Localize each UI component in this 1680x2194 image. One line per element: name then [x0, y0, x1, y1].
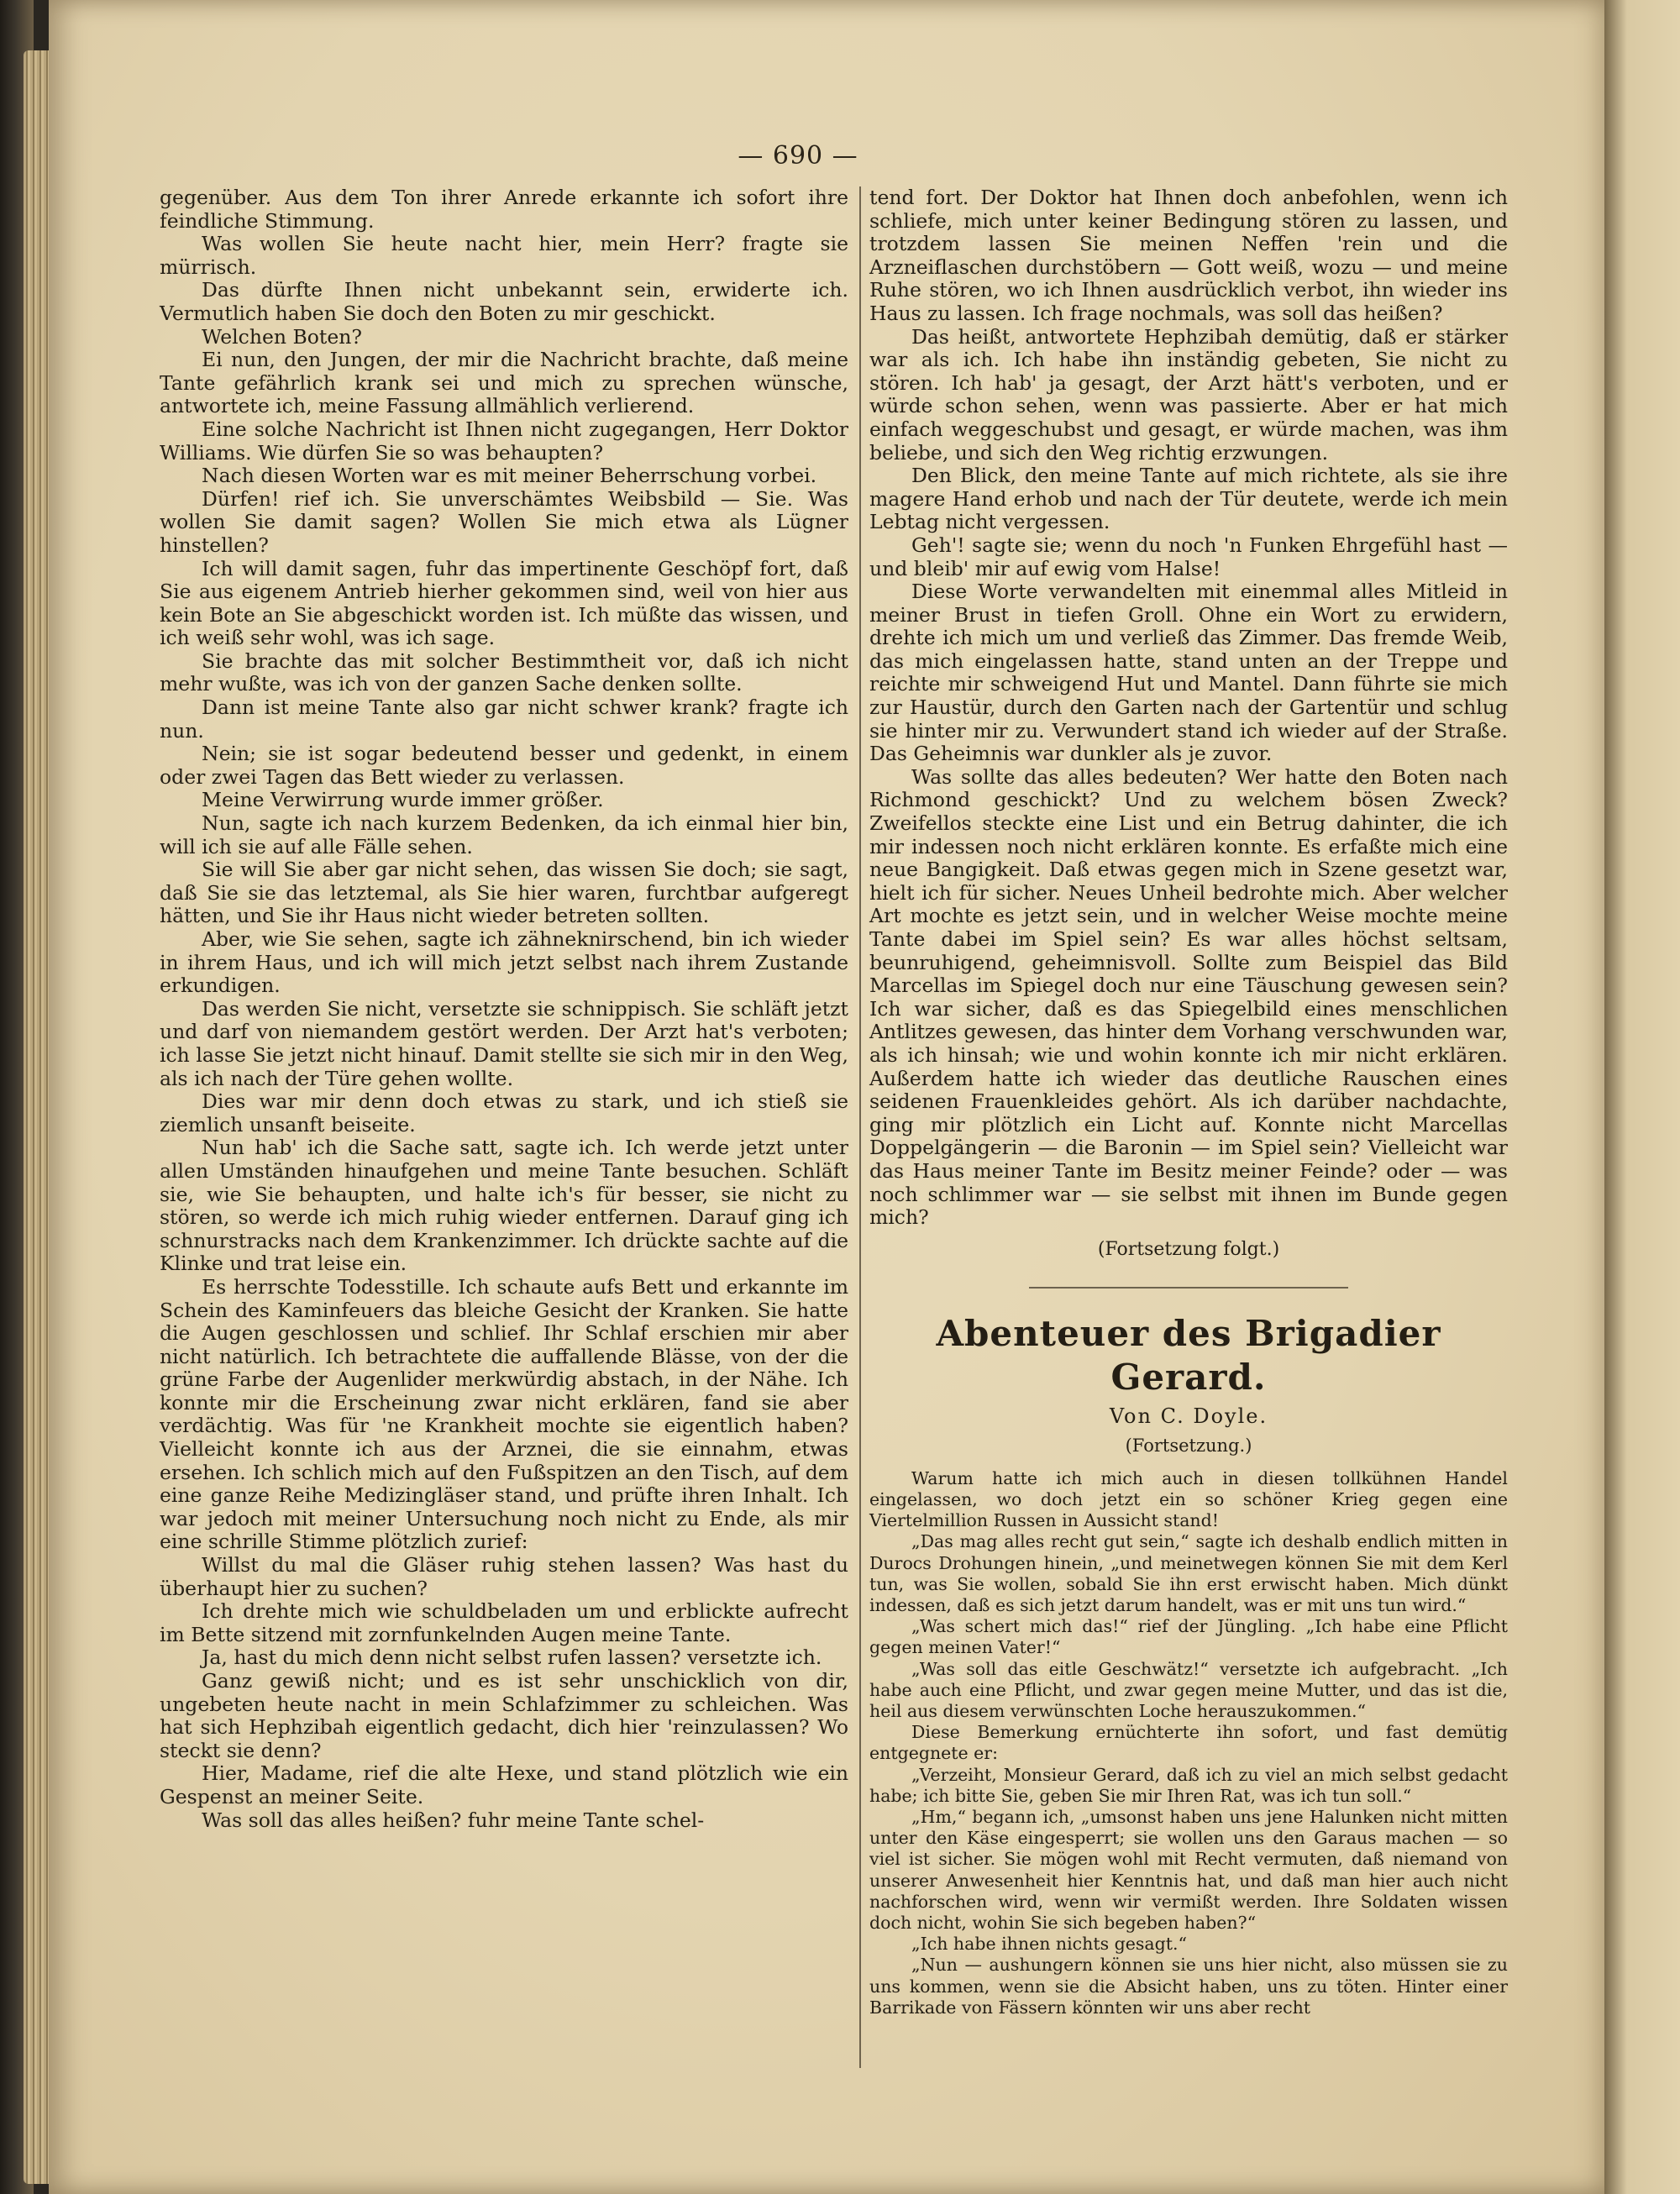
- paragraph: Was soll das alles heißen? fuhr meine Tante schel-: [202, 1808, 705, 1832]
- paragraph: Geh'! sagte sie; wenn du noch 'n Funken Ehrgefühl hast — und bleib' mir auf ewig vom Halse!: [869, 533, 1508, 580]
- paragraph: Ja, hast du mich denn nicht selbst rufen lassen? versetzte ich.: [202, 1646, 822, 1670]
- paragraph: „Nun — aushungern können sie uns hier nicht, also müssen sie zu uns kommen, wenn sie die Absicht haben, uns zu töten. Hinter einer Barrikade von Fässern könnten wir uns aber recht: [869, 1955, 1508, 2018]
- paragraph: Ich drehte mich wie schuldbeladen um und erblickte aufrecht im Bette sitzend mit zornfunkelnden Augen meine Tante.: [160, 1599, 848, 1646]
- paragraph: Was wollen Sie heute nacht hier, mein Herr? fragte sie mürrisch.: [160, 232, 848, 279]
- paragraph: tend fort. Der Doktor hat Ihnen doch anbefohlen, wenn ich schliefe, mich unter keiner Bedingung stören zu lassen, und trotzdem lassen Sie meinen Neffen 'rein und die Arzneiflaschen durchstöbern — Gott weiß, wozu — und meine Ruhe stören, wo ich Ihnen ausdrücklich verbot, ihn wieder ins Haus zu lassen. Ich frage nochmals, was soll das heißen?: [869, 186, 1508, 325]
- paragraph: Dies war mir denn doch etwas zu stark, und ich stieß sie ziemlich unsanft beiseite.: [160, 1089, 848, 1136]
- paragraph: Sie brachte das mit solcher Bestimmtheit vor, daß ich nicht mehr wußte, was ich von der ganzen Sache denken sollte.: [160, 648, 848, 696]
- section-divider: [1029, 1287, 1348, 1289]
- paragraph: Den Blick, den meine Tante auf mich richtete, als sie ihre magere Hand erhob und nach der Tür deutete, werde ich mein Lebtag nicht vergessen.: [869, 464, 1508, 534]
- paragraph: Hier, Madame, rief die alte Hexe, und stand plötzlich wie ein Gespenst an meiner Seite.: [160, 1761, 848, 1808]
- column-divider: [859, 186, 861, 2068]
- paragraph: gegenüber. Aus dem Ton ihrer Anrede erkannte ich sofort ihre feindliche Stimmung.: [160, 186, 848, 233]
- story-section: [869, 1312, 1508, 2018]
- story-author: Von C. Doyle.: [1109, 1404, 1268, 1428]
- paragraph: Das dürfte Ihnen nicht unbekannt sein, erwiderte ich. Vermutlich haben Sie doch den Boten zu mir geschickt.: [160, 278, 848, 325]
- paragraph: Dürfen! rief ich. Sie unverschämtes Weibsbild — Sie. Was wollen Sie damit sagen? Wollen Sie mich etwa als Lügner hinstellen?: [160, 486, 848, 557]
- next-page-edge: [1604, 0, 1680, 2194]
- paragraph: „Was schert mich das!“ rief der Jüngling. „Ich habe eine Pflicht gegen meinen Vater!“: [869, 1616, 1508, 1658]
- paragraph: Aber, wie Sie sehen, sagte ich zähneknirschend, bin ich wieder in ihrem Haus, und ich will mich jetzt selbst nach ihrem Zustande erkundigen.: [160, 927, 848, 998]
- paragraph: Nein; sie ist sogar bedeutend besser und gedenkt, in einem oder zwei Tagen das Bett wieder zu verlassen.: [160, 742, 848, 789]
- paragraph: Sie will Sie aber gar nicht sehen, das wissen Sie doch; sie sagt, daß Sie sie das letztemal, als Sie hier waren, furchtbar aufgeregt hätten, und Sie ihr Haus nicht wieder betreten sollten.: [160, 858, 848, 928]
- paragraph: „Ich habe ihnen nichts gesagt.“: [911, 1934, 1187, 1955]
- paragraph: Das werden Sie nicht, versetzte sie schnippisch. Sie schläft jetzt und darf von niemandem gestört werden. Der Arzt hat's verboten; ich lasse Sie jetzt nicht hinauf. Damit stellte sie sich mir in den Weg, als ich nach der Türe gehen wollte.: [160, 996, 848, 1090]
- paragraph: Nun, sagte ich nach kurzem Bedenken, da ich einmal hier bin, will ich sie auf alle Fälle sehen.: [160, 811, 848, 858]
- paragraph: Nach diesen Worten war es mit meiner Beherrschung vorbei.: [202, 464, 817, 488]
- paragraph: Das heißt, antwortete Hephzibah demütig, daß er stärker war als ich. Ich habe ihn inständig gebeten, Sie nicht zu stören. Ich hab' ja gesagt, der Arzt hätt's verboten, und er würde schon sehen, wenn was passierte. Aber er hat mich einfach weggeschubst und gesagt, er würde machen, was ihm beliebe, und sich den Weg richtig erzwungen.: [869, 324, 1508, 465]
- paragraph: Diese Bemerkung ernüchterte ihn sofort, und fast demütig entgegnete er:: [869, 1722, 1508, 1764]
- paragraph: Welchen Boten?: [202, 324, 362, 349]
- paragraph: Willst du mal die Gläser ruhig stehen lassen? Was hast du überhaupt hier zu suchen?: [160, 1553, 848, 1600]
- paragraph: Ganz gewiß nicht; und es ist sehr unschicklich von dir, ungebeten heute nacht in mein Schlafzimmer zu schleichen. Was hat sich Hephzibah eigentlich gedacht, dich hier 'reinzulassen? Wo steckt sie denn?: [160, 1669, 848, 1762]
- left-column: [160, 186, 848, 1832]
- right-column: [869, 186, 1508, 2018]
- story-title: Abenteuer des Brigadier Gerard.: [936, 1312, 1441, 1398]
- page-number: — 690 —: [738, 141, 858, 171]
- paragraph: Ei nun, den Jungen, der mir die Nachricht brachte, daß meine Tante gefährlich krank sei und mich zu sprechen wünsche, antwortete ich, meine Fassung allmählich verlierend.: [160, 348, 848, 418]
- paragraph: Meine Verwirrung wurde immer größer.: [202, 788, 604, 812]
- paragraph: Was sollte das alles bedeuten? Wer hatte den Boten nach Richmond geschickt? Und zu welchem bösen Zweck? Zweifellos steckte eine List und ein Betrug dahinter, die ich mir indessen noch nicht erklären konnte. Es erfaßte mich eine neue Bangigkeit. Daß etwas gegen mich in Szene gesetzt war, hielt ich für sicher. Neues Unheil bedrohte mich. Aber welcher Art mochte es jetzt sein, und in welcher Weise mochte meine Tante dabei im Spiel sein? Es war alles höchst seltsam, beunruhigend, geheimnisvoll. Sollte zum Beispiel das Bild Marcellas im Spiegel doch nur eine Täuschung gewesen sein? Ich war sicher, daß es das Spiegelbild eines menschlichen Antlitzes gewesen, das hinter dem Vorhang verschwunden war, als ich hinsah; wie und wohin konnte ich mir nicht erklären. Außerdem hatte ich wieder das deutliche Rauschen eines seidenen Frauenkleides gehört. Als ich darüber nachdachte, ging mir plötzlich ein Licht auf. Konnte nicht Marcellas Doppelgängerin — die Baronin — im Spiel sein? Vielleicht war das Haus meiner Tante im Besitz meiner Feinde? oder — was noch schlimmer war — sie selbst mit ihnen im Bunde gegen mich?: [869, 764, 1508, 1230]
- paragraph: Warum hatte ich mich auch in diesen tollkühnen Handel eingelassen, wo doch jetzt ein so schöner Krieg gegen eine Viertelmillion Russen in Aussicht stand!: [869, 1467, 1508, 1531]
- paragraph: „Was soll das eitle Geschwätz!“ versetzte ich aufgebracht. „Ich habe auch eine Pflicht, und zwar gegen meine Mutter, und das ist die, heil aus diesem verwünschten Loche herauszukommen.“: [869, 1658, 1508, 1721]
- paragraph: „Hm,“ begann ich, „umsonst haben uns jene Halunken nicht mitten unter den Käse eingesperrt; sie wollen uns den Garaus machen — so viel ist sicher. Sie mögen wohl mit Recht vermuten, daß niemand von unserer Anwesenheit hier Kenntnis hat, und daß man hier auch nicht nachforschen wird, wenn wir vermißt werden. Ihre Soldaten wissen doch nicht, wohin Sie sich begeben haben?“: [869, 1806, 1508, 1933]
- paragraph: Ich will damit sagen, fuhr das impertinente Geschöpf fort, daß Sie aus eigenem Antrieb hierher gekommen sind, weil von hier aus kein Bote an Sie abgeschickt worden ist. Ich müßte das wissen, und ich weiß sehr wohl, was ich sage.: [160, 556, 848, 650]
- paragraph: „Verzeiht, Monsieur Gerard, daß ich zu viel an mich selbst gedacht habe; ich bitte Sie, geben Sie mir Ihren Rat, was ich tun soll.“: [869, 1764, 1508, 1806]
- paragraph: Dann ist meine Tante also gar nicht schwer krank? fragte ich nun.: [160, 695, 848, 743]
- continuation-note: (Fortsetzung folgt.): [1097, 1238, 1280, 1260]
- paragraph: „Das mag alles recht gut sein,“ sagte ich deshalb endlich mitten in Durocs Drohungen hinein, „und meinetwegen können Sie mit dem Kerl tun, was Sie wollen, sobald Sie ihn erst erwischt haben. Mich dünkt indessen, daß es sich jetzt darum handelt, was er mit uns tun wird.“: [869, 1531, 1508, 1615]
- paragraph: Nun hab' ich die Sache satt, sagte ich. Ich werde jetzt unter allen Umständen hinaufgehen und meine Tante besuchen. Schläft sie, wie Sie behaupten, und halte ich's für besser, sie nicht zu stören, so werde ich mich ruhig wieder entfernen. Darauf ging ich schnurstracks nach dem Krankenzimmer. Ich drückte sachte auf die Klinke und trat leise ein.: [160, 1136, 848, 1276]
- story-continued-note: (Fortsetzung.): [1125, 1435, 1252, 1456]
- paragraph: Eine solche Nachricht ist Ihnen nicht zugegangen, Herr Doktor Williams. Wie dürfen Sie so was behaupten?: [160, 417, 848, 465]
- paragraph: Diese Worte verwandelten mit einemmal alles Mitleid in meiner Brust in tiefen Groll. Ohne ein Wort zu erwidern, drehte ich mich um und verließ das Zimmer. Das fremde Weib, das mich eingelassen hatte, stand unten an der Treppe und reichte mir schweigend Hut und Mantel. Dann führte sie mich zur Haustür, durch den Garten nach der Gartentür und schlug sie hinter mir zu. Verwundert stand ich wieder auf der Straße. Das Geheimnis war dunkler als je zuvor.: [869, 580, 1508, 766]
- paragraph: Es herrschte Todesstille. Ich schaute aufs Bett und erkannte im Schein des Kaminfeuers das bleiche Gesicht der Kranken. Sie hatte die Augen geschlossen und schlief. Ihr Schlaf erschien mir aber nicht natürlich. Ich betrachtete die auffallende Blässe, von der die grüne Farbe der Augenlider merkwürdig abstach, in der Nähe. Ich konnte mir die Erscheinung zwar nicht erklären, fand sie aber verdächtig. Was für 'ne Krankheit mochte sie eigentlich haben? Vielleicht konnte ich aus der Arznei, die sie einnahm, etwas ersehen. Ich schlich mich auf den Fußspitzen an den Tisch, auf dem eine ganze Reihe Medizingläser stand, und prüfte ihren Inhalt. Ich war jedoch mit meiner Untersuchung noch nicht zu Ende, als mir eine schrille Stimme plötzlich zurief:: [160, 1274, 848, 1554]
